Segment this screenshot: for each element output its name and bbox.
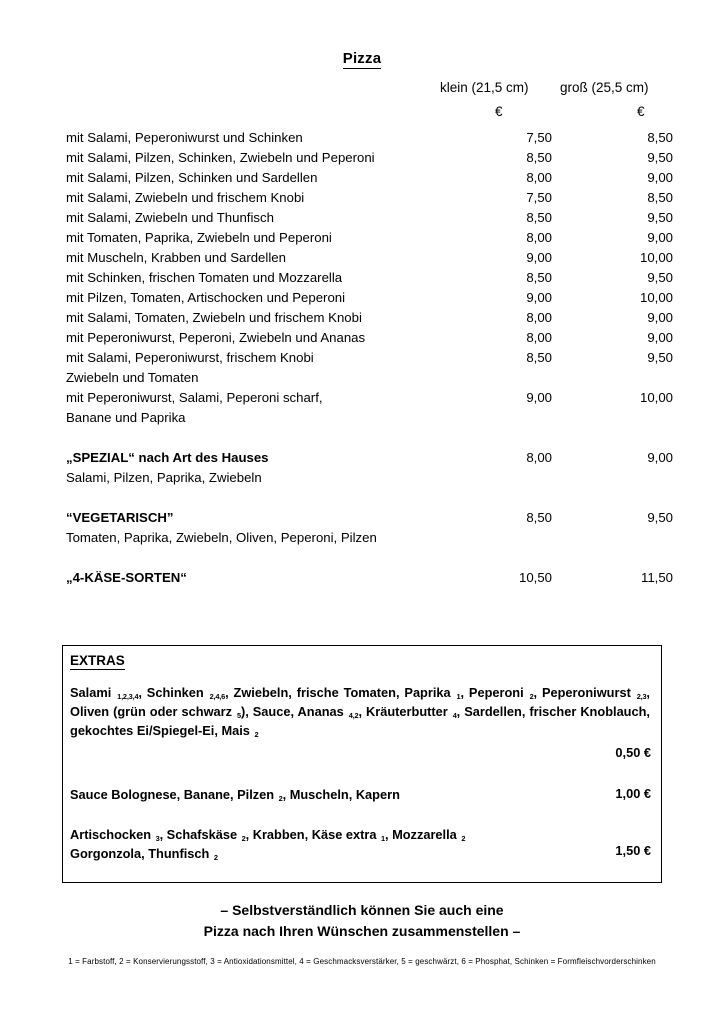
- menu-item-name: mit Salami, Peperoniwurst, frischem Knobi: [66, 350, 314, 365]
- menu-item-price-large: 10,00: [639, 250, 673, 265]
- menu-item-price-small: 8,50: [526, 350, 552, 365]
- menu-item-price-small: 8,00: [526, 330, 552, 345]
- menu-item-price-small: 9,00: [526, 250, 552, 265]
- menu-item-name: mit Salami, Pilzen, Schinken, Zwiebeln und Peperoni: [66, 150, 375, 165]
- menu-item-name: mit Peperoniwurst, Peperoni, Zwiebeln und Ananas: [66, 330, 366, 345]
- menu-item-price-large: 8,50: [647, 190, 673, 205]
- menu-item-price-large: 9,00: [647, 310, 673, 325]
- menu-item-price-small: 8,00: [526, 310, 552, 325]
- menu-item-price-large: 8,50: [647, 130, 673, 145]
- menu-item-price-small: 10,50: [518, 570, 552, 585]
- menu-item-price-small: 8,50: [526, 510, 552, 525]
- menu-item-price-large: 10,00: [639, 390, 673, 405]
- extras-title-text: EXTRAS: [70, 653, 125, 668]
- menu-item-name: „SPEZIAL“ nach Art des Hauses: [66, 450, 269, 465]
- menu-item-price-small: 9,00: [526, 390, 552, 405]
- row-spacer: [66, 490, 666, 510]
- menu-row: [66, 510, 673, 530]
- additive-reference: 2: [529, 692, 534, 701]
- additive-reference: 1,2,3,4: [117, 692, 139, 701]
- menu-item-name: mit Salami, Pilzen, Schinken und Sardellen: [66, 170, 318, 185]
- additive-reference: 2: [213, 853, 218, 862]
- additive-reference: 4: [452, 711, 457, 720]
- menu-item-price-small: 8,00: [526, 170, 552, 185]
- menu-item-price-large: 9,00: [647, 170, 673, 185]
- menu-row: [66, 250, 673, 270]
- additive-reference: 2: [461, 834, 466, 843]
- menu-row: [66, 530, 666, 550]
- footer-note-line-2: Pizza nach Ihren Wünschen zusammenstellen –: [203, 923, 521, 939]
- additive-reference: 2: [241, 834, 246, 843]
- menu-item-name: mit Salami, Peperoniwurst und Schinken: [66, 130, 303, 145]
- menu-row: [66, 450, 673, 470]
- additive-reference: 1: [381, 834, 385, 843]
- menu-row: [66, 350, 673, 370]
- menu-item-price-large: 9,50: [647, 210, 673, 225]
- additive-reference: 2: [278, 794, 283, 803]
- additive-reference: 4,2: [348, 711, 359, 720]
- menu-item-price-small: 8,00: [526, 450, 552, 465]
- menu-item-price-large: 9,00: [647, 450, 673, 465]
- menu-item-name: Salami, Pilzen, Paprika, Zwiebeln: [66, 470, 262, 485]
- menu-row: [66, 330, 673, 350]
- menu-item-price-small: 8,50: [526, 270, 552, 285]
- extras-group-1-text: Salami $_{1,2,3,4}$, Schinken $_{2,4,6}$, Zwiebeln, frische Tomaten, Paprika $_1$, Peperoni $_2$, Peperoniwurst $_{2,3}$, Oliven (grün oder schwarz $_5$), Sauce, Ananas $_{4,2}$, Kräuterbutter $_4$, Sardellen, frischer Knoblauch, gekochtes Ei/Spiegel-Ei, Mais $_2$: [70, 685, 650, 739]
- menu-row: [66, 470, 666, 490]
- menu-row: [66, 270, 673, 290]
- extras-group-3-text: Artischocken $_3$, Schafskäse $_2$, Krabben, Käse extra $_1$, Mozzarella $_2$ Gorgonzola, Thunfisch $_2$: [70, 827, 466, 862]
- extras-group-2-price: 1,00 €: [615, 786, 651, 801]
- row-spacer: [66, 550, 666, 570]
- menu-row: [66, 230, 673, 250]
- menu-item-name: “VEGETARISCH”: [66, 510, 174, 525]
- menu-row: [66, 290, 673, 310]
- footer-note-line-1: – Selbstverständlich können Sie auch eine: [220, 902, 504, 918]
- menu-item-price-large: 9,00: [647, 230, 673, 245]
- menu-row: [66, 190, 673, 210]
- menu-item-price-small: 8,00: [526, 230, 552, 245]
- menu-item-price-large: 9,00: [647, 330, 673, 345]
- menu-row: [66, 370, 666, 390]
- extras-box: [62, 645, 662, 883]
- menu-row: [66, 410, 666, 430]
- menu-row: [66, 150, 673, 170]
- additive-reference: 2: [254, 730, 259, 739]
- menu-item-name: mit Peperoniwurst, Salami, Peperoni scharf,: [66, 390, 323, 405]
- menu-item-name: mit Pilzen, Tomaten, Artischocken und Peperoni: [66, 290, 346, 305]
- menu-item-name: Tomaten, Paprika, Zwiebeln, Oliven, Peperoni, Pilzen: [66, 530, 377, 545]
- menu-item-price-large: 11,50: [640, 570, 673, 585]
- menu-item-name: mit Schinken, frischen Tomaten und Mozzarella: [66, 270, 343, 285]
- menu-item-price-small: 8,50: [526, 210, 552, 225]
- extras-group-3-price: 1,50 €: [615, 843, 651, 858]
- menu-item-name: mit Muscheln, Krabben und Sardellen: [66, 250, 286, 265]
- page-title-text: Pizza: [342, 50, 382, 67]
- menu-row: [66, 130, 673, 150]
- menu-item-name: mit Salami, Zwiebeln und frischem Knobi: [66, 190, 305, 205]
- menu-row: [66, 170, 673, 190]
- page-title: [0, 50, 724, 67]
- menu-item-price-small: 8,50: [526, 150, 552, 165]
- menu-item-name: „4-KÄSE-SORTEN“: [66, 570, 187, 585]
- additive-reference: 2,4,6: [209, 692, 226, 701]
- column-header-small: klein (21,5 cm): [440, 80, 529, 95]
- menu-item-price-small: 9,00: [526, 290, 552, 305]
- column-header-large: groß (25,5 cm): [560, 80, 649, 95]
- menu-item-price-large: 9,50: [647, 350, 673, 365]
- row-spacer: [66, 430, 666, 450]
- menu-item-name: mit Tomaten, Paprika, Zwiebeln und Peperoni: [66, 230, 332, 245]
- additive-reference: 2,3: [636, 692, 647, 701]
- extras-group-1-price: 0,50 €: [615, 745, 651, 760]
- menu-item-name: mit Salami, Zwiebeln und Thunfisch: [66, 210, 274, 225]
- menu-item-name: mit Salami, Tomaten, Zwiebeln und frischem Knobi: [66, 310, 362, 325]
- menu-item-price-large: 10,00: [639, 290, 673, 305]
- menu-row: [66, 390, 673, 410]
- menu-row: [66, 570, 673, 590]
- currency-symbol-small: €: [495, 104, 503, 119]
- menu-item-price-large: 9,50: [647, 510, 673, 525]
- extras-group-2-text: Sauce Bolognese, Banane, Pilzen $_2$, Muscheln, Kapern: [70, 787, 400, 803]
- menu-item-name: Zwiebeln und Tomaten: [66, 370, 199, 385]
- additive-reference: 3: [155, 834, 160, 843]
- additive-reference: 1: [456, 692, 461, 701]
- menu-row: [66, 310, 673, 330]
- menu-row: [66, 210, 673, 230]
- pizza-menu-list: [66, 130, 673, 590]
- menu-item-price-large: 9,50: [647, 270, 673, 285]
- menu-item-price-large: 9,50: [647, 150, 673, 165]
- extras-title: [70, 653, 125, 668]
- menu-item-name: Banane und Paprika: [66, 410, 186, 425]
- currency-symbol-large: €: [637, 104, 645, 119]
- menu-item-price-small: 7,50: [526, 190, 552, 205]
- additive-reference: 5: [237, 711, 241, 720]
- footer-note: [0, 900, 724, 942]
- menu-item-price-small: 7,50: [526, 130, 552, 145]
- additives-legend: 1 = Farbstoff, 2 = Konservierungsstoff, 3 = Antioxidationsmittel, 4 = Geschmacksverstärker, 5 = geschwärzt, 6 = Phosphat, Schinken = Formfleischvorderschinken: [68, 957, 656, 966]
